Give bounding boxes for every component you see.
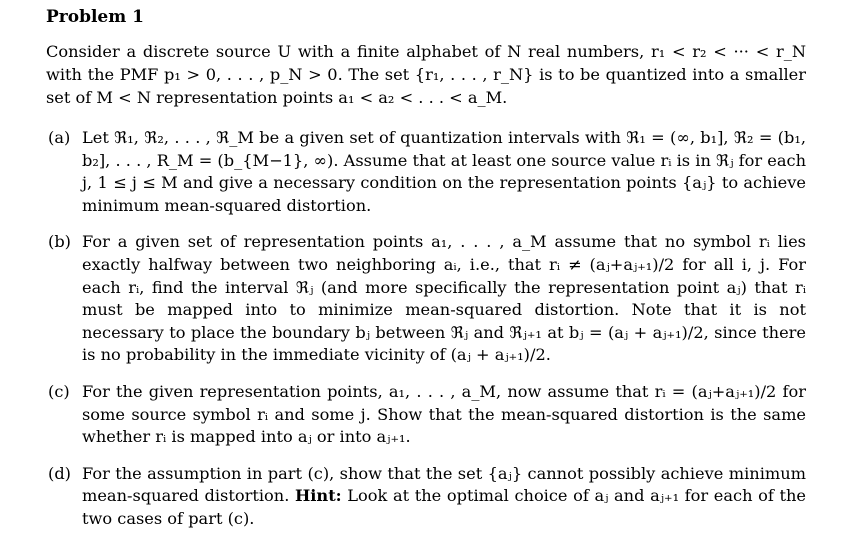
part-label: (a) (48, 128, 71, 147)
part-text-after-hint: Look at the optimal choice of aⱼ and aⱼ₊₁ for each of the two cases of part (c). (82, 486, 806, 528)
part-text (82, 463, 806, 531)
part-text: Let ℜ₁, ℜ₂, . . . , ℜ_M be a given set of quantization intervals with ℜ₁ = (∞, b₁], ℜ₂ = (b₁, b₂], . . . , R_M = (b_{M−1}, ∞). Assume that at least one source value rᵢ is in ℜⱼ for each j, 1 ≤ j ≤ M and give a necessary condition on the representation points {aⱼ} to achieve minimum mean-squared distortion. (82, 128, 806, 215)
part-c (46, 381, 806, 449)
part-text: For the given representation points, a₁, . . . , a_M, now assume that rᵢ = (aⱼ+aⱼ₊₁)/2 for some source symbol rᵢ and some j. Show that the mean-squared distortion is the same whether rᵢ is mapped into aⱼ or into aⱼ₊₁. (82, 381, 806, 447)
problem-title: Problem 1 (46, 7, 144, 27)
problem-page (46, 6, 806, 545)
part-label: (b) (48, 232, 71, 252)
part-text-before-hint: For the assumption in part (c), show that the set {aⱼ} cannot possibly achieve minimum mean-squared distortion. (82, 463, 806, 506)
parts-list (46, 127, 806, 531)
part-d (46, 463, 806, 531)
hint-label: Hint: (294, 486, 342, 506)
problem-intro: Consider a discrete source U with a finite alphabet of N real numbers, r₁ < r₂ < ··· < r_N with the PMF p₁ > 0, . . . , p_N > 0. The set {r₁, . . . , r_N} is to be quantized into a smaller set of M < N representation points a₁ < a₂ < . . . < a_M. (46, 42, 806, 107)
part-label: (c) (48, 381, 70, 401)
part-b (46, 231, 806, 367)
part-label: (d) (48, 463, 71, 483)
part-text: For a given set of representation points a₁, . . . , a_M assume that no symbol rᵢ lies exactly halfway between two neighboring aᵢ, i.e., that rᵢ ≠ (aⱼ+aⱼ₊₁)/2 for all i, j. For each rᵢ, find the interval ℜⱼ (and more specifically the representation point aⱼ) that rᵢ must be mapped into to minimize mean-squared distortion. Note that it is not necessary to place the boundary bⱼ between ℜⱼ and ℜⱼ₊₁ at bⱼ = (aⱼ + aⱼ₊₁)/2, since there is no probability in the immediate vicinity of (aⱼ + aⱼ₊₁)/2. (82, 232, 806, 365)
part-a (46, 127, 806, 217)
